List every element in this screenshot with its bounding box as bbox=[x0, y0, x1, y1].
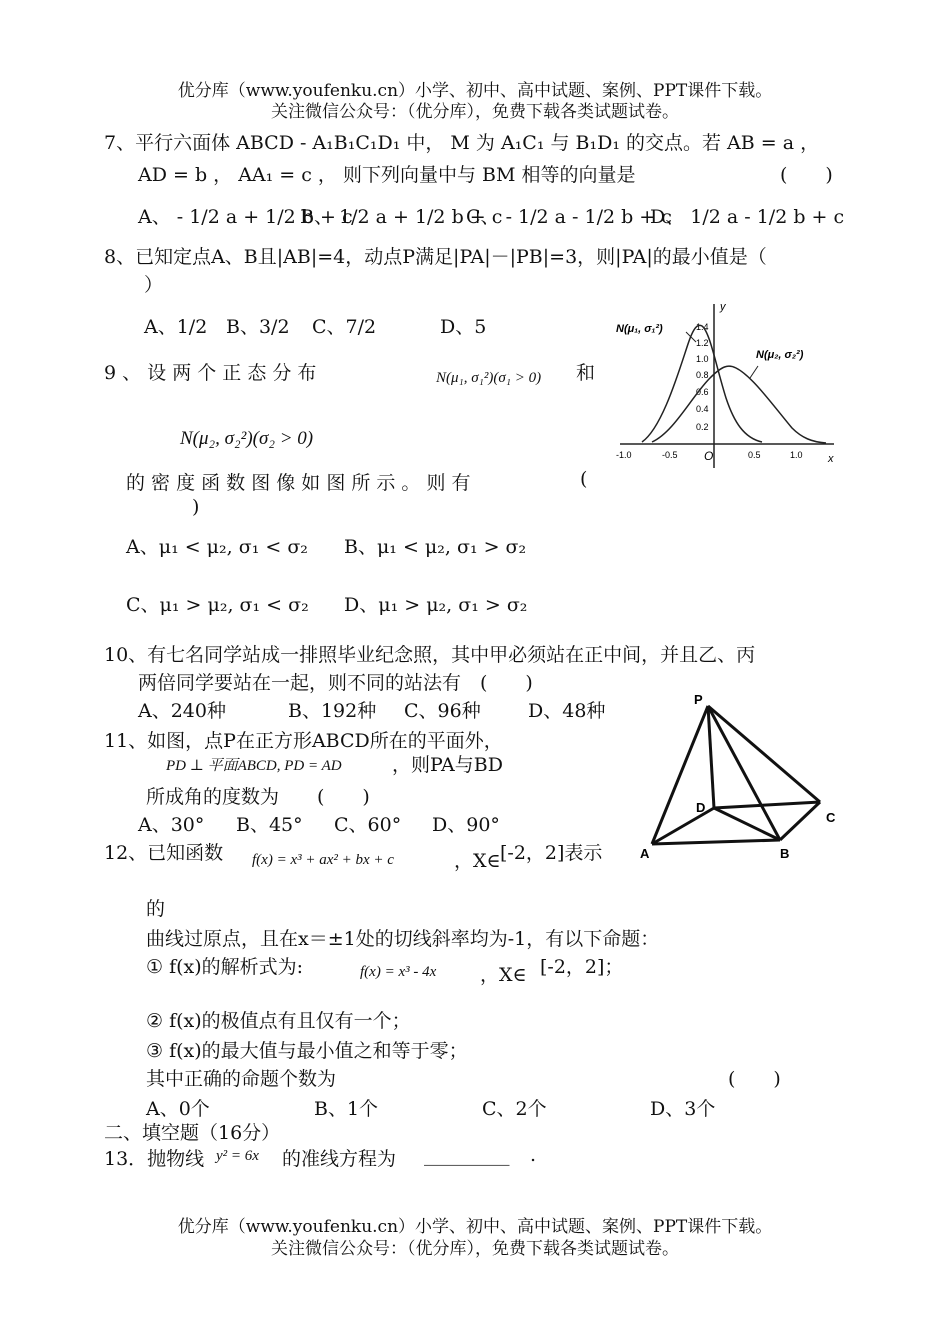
q11-condition: PD ⊥ 平面ABCD, PD = AD bbox=[166, 758, 342, 774]
label-B: B bbox=[780, 846, 790, 861]
x-tick: O bbox=[704, 449, 714, 463]
edge-PA bbox=[652, 706, 708, 844]
q12-item-1-domain: ，X∈ bbox=[480, 964, 527, 986]
q12-item-1-interval: [-2，2]； bbox=[540, 956, 624, 978]
curve-2 bbox=[652, 366, 826, 443]
edge-BC bbox=[780, 802, 820, 840]
q12-option-b: B、1个 bbox=[314, 1098, 379, 1120]
q9-option-a: A、μ₁ < μ₂, σ₁ < σ₂ bbox=[126, 536, 308, 558]
y-ticks bbox=[696, 322, 709, 432]
q7-line-2 bbox=[138, 160, 635, 187]
q13-blank[interactable]: _________ bbox=[424, 1144, 510, 1166]
q9-line-3: 的 密 度 函 数 图 像 如 图 所 示 。 则 有 bbox=[126, 472, 471, 494]
q12-item-1-formula: f(x) = x³ - 4x bbox=[360, 964, 437, 980]
q12-line-3: 曲线过原点，且在x＝±1处的切线斜率均为-1，有以下命题： bbox=[146, 928, 660, 950]
y-tick: 1.0 bbox=[696, 354, 709, 364]
header-line-1: 优分库（www.youfenku.cn）小学、初中、高中试题、案例、PPT课件下载。 bbox=[177, 81, 773, 101]
q9-line-1: 9 、 设 两 个 正 态 分 布 bbox=[104, 362, 317, 384]
q8-option-d: D、5 bbox=[440, 316, 487, 338]
q10-option-b: B、192种 bbox=[288, 700, 377, 722]
q10-option-d: D、48种 bbox=[528, 700, 606, 722]
curve-1-pointer bbox=[686, 332, 696, 342]
q9-formula-2: N(μ₂, σ₂²)(σ₂ > 0) bbox=[180, 428, 314, 449]
q13-end: . bbox=[530, 1144, 537, 1166]
edge-DC bbox=[714, 802, 820, 808]
q13-formula: y² = 6x bbox=[216, 1148, 259, 1164]
q12-domain-symbol: ，X∈ bbox=[454, 850, 501, 872]
q12-item-1: ① f(x)的解析式为: bbox=[146, 956, 304, 978]
x-tick: 1.0 bbox=[790, 450, 803, 460]
q9-option-d: D、μ₁ > μ₂, σ₁ > σ₂ bbox=[344, 594, 528, 616]
q11-option-a: A、30° bbox=[138, 814, 205, 836]
q8-option-c: C、7/2 bbox=[312, 316, 377, 338]
q9-option-b: B、μ₁ < μ₂, σ₁ > σ₂ bbox=[344, 536, 527, 558]
q12-line-2: 的 bbox=[146, 898, 166, 920]
y-tick: 1.4 bbox=[696, 322, 709, 332]
q7-answer-paren: ( ) bbox=[780, 164, 833, 186]
x-ticks bbox=[616, 449, 803, 463]
edge-PD bbox=[708, 706, 714, 808]
q12-option-a: A、0个 bbox=[146, 1098, 210, 1120]
q7-line-1 bbox=[104, 128, 819, 155]
y-tick: 0.4 bbox=[696, 404, 709, 414]
q7-option-d: D、 1/2 a - 1/2 b + c bbox=[650, 206, 845, 228]
q11-option-b: B、45° bbox=[236, 814, 303, 836]
q12-line-1: 12、已知函数 bbox=[104, 842, 224, 864]
q9-and: 和 bbox=[576, 362, 596, 384]
edge-PB bbox=[708, 706, 780, 840]
y-tick: 0.2 bbox=[696, 422, 709, 432]
q13-suffix: 的准线方程为 bbox=[282, 1148, 397, 1170]
header-line-2: 关注微信公众号：（优分库），免费下载各类试题试卷。 bbox=[271, 102, 679, 122]
normal-distribution-figure bbox=[612, 296, 842, 474]
q12-formula: f(x) = x³ + ax² + bx + c bbox=[252, 852, 394, 868]
q10-line-2: 两倍同学要站在一起，则不同的站法有 ( ) bbox=[138, 672, 533, 694]
q9-paren-close: ) bbox=[192, 496, 200, 518]
q7-option-a: A、 - 1/2 a + 1/2 b + c bbox=[138, 206, 353, 228]
x-tick: -0.5 bbox=[662, 450, 678, 460]
q7-text-1: 7、平行六面体 ABCD - A₁B₁C₁D₁ 中， M 为 A₁C₁ 与 B₁D₁ 的交点。若 AB = a ， bbox=[104, 132, 820, 154]
label-C: C bbox=[826, 810, 836, 825]
section-2-title: 二、填空题（16分） bbox=[104, 1122, 281, 1144]
q10-option-c: C、96种 bbox=[404, 700, 481, 722]
curve-2-label: N(μ₂, σ₂²) bbox=[756, 349, 804, 361]
q11-line-2-end: ，则PA与BD bbox=[392, 754, 503, 776]
q11-option-d: D、90° bbox=[432, 814, 500, 836]
pyramid-figure bbox=[640, 688, 850, 866]
q10-option-a: A、240种 bbox=[138, 700, 226, 722]
x-axis-label: x bbox=[828, 453, 834, 465]
label-D: D bbox=[696, 800, 706, 815]
q10-line-1: 10、有七名同学站成一排照毕业纪念照，其中甲必须站在正中间，并且乙、丙 bbox=[104, 644, 756, 666]
q9-option-c: C、μ₁ > μ₂, σ₁ < σ₂ bbox=[126, 594, 309, 616]
x-tick: 0.5 bbox=[748, 450, 761, 460]
q12-interval: [-2，2]表示 bbox=[500, 842, 603, 864]
y-tick: 1.2 bbox=[696, 338, 709, 348]
x-tick: -1.0 bbox=[616, 450, 632, 460]
edge-PC bbox=[708, 706, 820, 802]
y-tick: 0.8 bbox=[696, 370, 709, 380]
q8-option-b: B、3/2 bbox=[226, 316, 290, 338]
footer-line-2: 关注微信公众号：（优分库），免费下载各类试题试卷。 bbox=[271, 1239, 679, 1259]
edge-AB bbox=[652, 840, 780, 844]
q9-formula-1: N(μ₁, σ₁²)(σ₁ > 0) bbox=[436, 370, 542, 386]
label-P: P bbox=[694, 692, 703, 707]
q7-text-2: AD = b ， AA₁ = c ， 则下列向量中与 BM 相等的向量是 bbox=[138, 164, 636, 186]
q12-option-c: C、2个 bbox=[482, 1098, 547, 1120]
q9-paren-open: ( bbox=[580, 468, 588, 490]
curve-2-pointer bbox=[750, 366, 758, 378]
label-A: A bbox=[640, 846, 650, 861]
q12-option-d: D、3个 bbox=[650, 1098, 716, 1120]
q12-item-3: ③ f(x)的最大值与最小值之和等于零； bbox=[146, 1040, 468, 1062]
q11-option-c: C、60° bbox=[334, 814, 402, 836]
q12-item-2: ② f(x)的极值点有且仅有一个； bbox=[146, 1010, 411, 1032]
footer-line-1: 优分库（www.youfenku.cn）小学、初中、高中试题、案例、PPT课件下载。 bbox=[177, 1217, 773, 1237]
q7-option-c: C、 - 1/2 a - 1/2 b + c bbox=[466, 206, 672, 228]
y-axis-label: y bbox=[720, 301, 726, 313]
q8-line-1: 8、已知定点A、B且|AB|=4，动点P满足|PA|－|PB|=3，则|PA|的最小值是（ bbox=[104, 246, 767, 268]
y-tick: 0.6 bbox=[696, 387, 709, 397]
q8-line-2: ） bbox=[144, 274, 164, 296]
q13-prefix: 13．抛物线 bbox=[104, 1148, 205, 1170]
q11-line-3: 所成角的度数为 ( ) bbox=[146, 786, 370, 808]
curve-1-label: N(μ₁, σ₁²) bbox=[616, 323, 663, 335]
q7-option-b: B、 1/2 a + 1/2 b + c bbox=[300, 206, 503, 228]
q12-ask: 其中正确的命题个数为 bbox=[146, 1068, 337, 1090]
q11-line-1: 11、如图，点P在正方形ABCD所在的平面外， bbox=[104, 730, 503, 752]
q12-answer-paren: ( ) bbox=[728, 1068, 781, 1090]
q8-option-a: A、1/2 bbox=[144, 316, 208, 338]
